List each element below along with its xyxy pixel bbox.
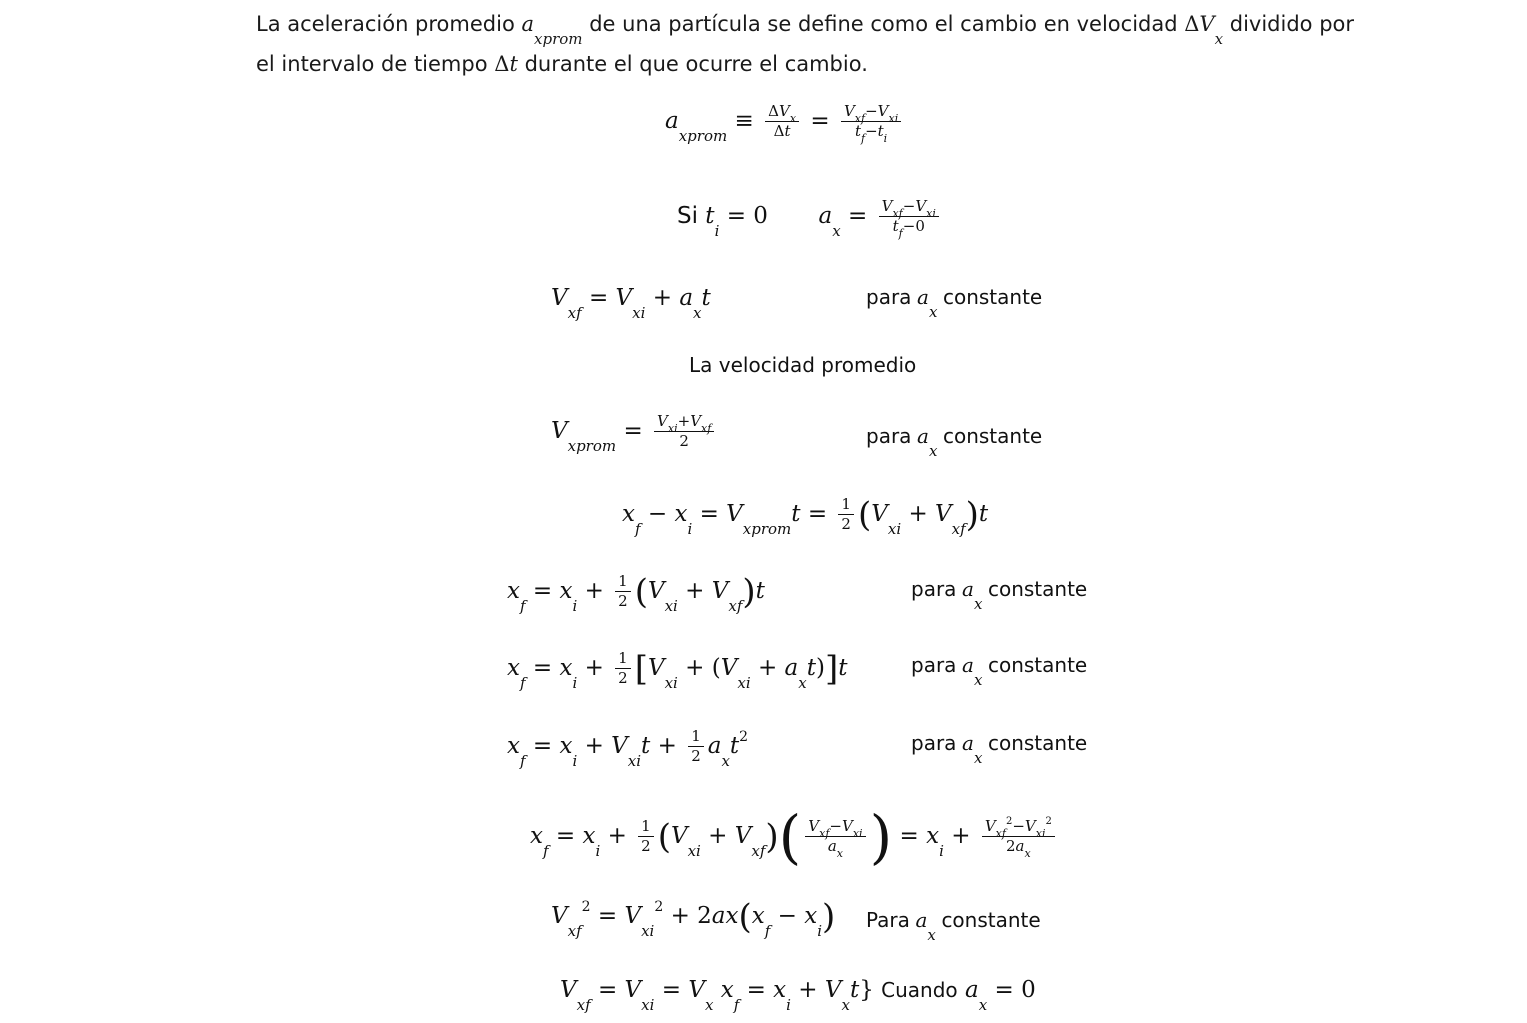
equation-final-velocity: $V_{xf} = V_{xi} + a_xt$ [551,285,711,322]
condition-eq6: para $a_x$ constante [911,577,1088,613]
equation-displacement: $x_f - x_i = V_{xprom}t$ = $\frac{1}{2}$ $(V_{xi} + V_{xf})t$ [622,494,989,538]
condition-eq10: Para $a_x$ constante [866,908,1041,944]
condition-eq4: para $a_x$ constante [866,424,1043,460]
equation-zero-acceleration: $V_{xf} = V_{xi} = V_x$ $x_f = x_i + V_xt$} Cuando $a_x = 0$ [560,977,1036,1014]
condition-eq3: para $a_x$ constante [866,285,1043,321]
label-si: Si [677,202,698,229]
intro-text-3: dividido por el intervalo de tiempo [256,12,1355,76]
equation-position-substituted: $x_f = x_i$ + $\frac{1}{2}$ $(V_{xi} + V_{xf})$( $\frac{V_{xf}-V_{xi}}{a_x}$ ) = $x_i$ + $\frac{V_{xf}^2-V_{xi}^2}{2a_x}$ [530,817,1059,857]
heading-average-velocity: La velocidad promedio [689,353,917,377]
label-cuando: Cuando [881,978,958,1002]
condition-eq7: para $a_x$ constante [911,653,1088,689]
intro-text-2: de una partícula se define como el cambio en velocidad [589,12,1178,36]
intro-paragraph [256,4,1368,84]
equation-position-1: $x_f = x_i$ + $\frac{1}{2}$ $(V_{xi} + V_{xf})t$ [507,571,765,615]
intro-text-1: La aceleración promedio [256,12,515,36]
equation-average-acceleration: $a_{xprom}$ ≡ $\frac{\Delta V_x}{\Delta t}$ = $\frac{V_{xf}-V_{xi}}{t_f-t_i}$ [665,102,905,142]
equation-position-3: $x_f = x_i + V_{xi}t$ + $\frac{1}{2}$ $a_xt^2$ [507,727,749,770]
intro-text-4: durante el que ocurre el cambio. [524,52,868,76]
intro-symbol-a-xprom: $a_{xprom}$ [521,12,583,48]
intro-symbol-delta-t: Δt [494,52,518,76]
equation-position-2: $x_f = x_i$ + $\frac{1}{2}$ $[V_{xi} + (V_{xi} + a_xt)]t$ [507,648,848,692]
equation-velocity-squared: $V_{xf}^2 = V_{xi}^2 + 2ax(x_f - x_i)$ [551,897,836,940]
condition-eq8: para $a_x$ constante [911,731,1088,767]
equation-average-velocity: $V_{xprom}$ = $\frac{V_{xi}+V_{xf}}{2}$ [551,412,718,452]
equation-initial-time-zero: Si $t_i = 0$ $a_x$ = $\frac{V_{xf}-V_{xi}}{t_f-0}$ [677,197,943,237]
intro-symbol-delta-vx: $\Delta V_x$ [1184,12,1224,48]
